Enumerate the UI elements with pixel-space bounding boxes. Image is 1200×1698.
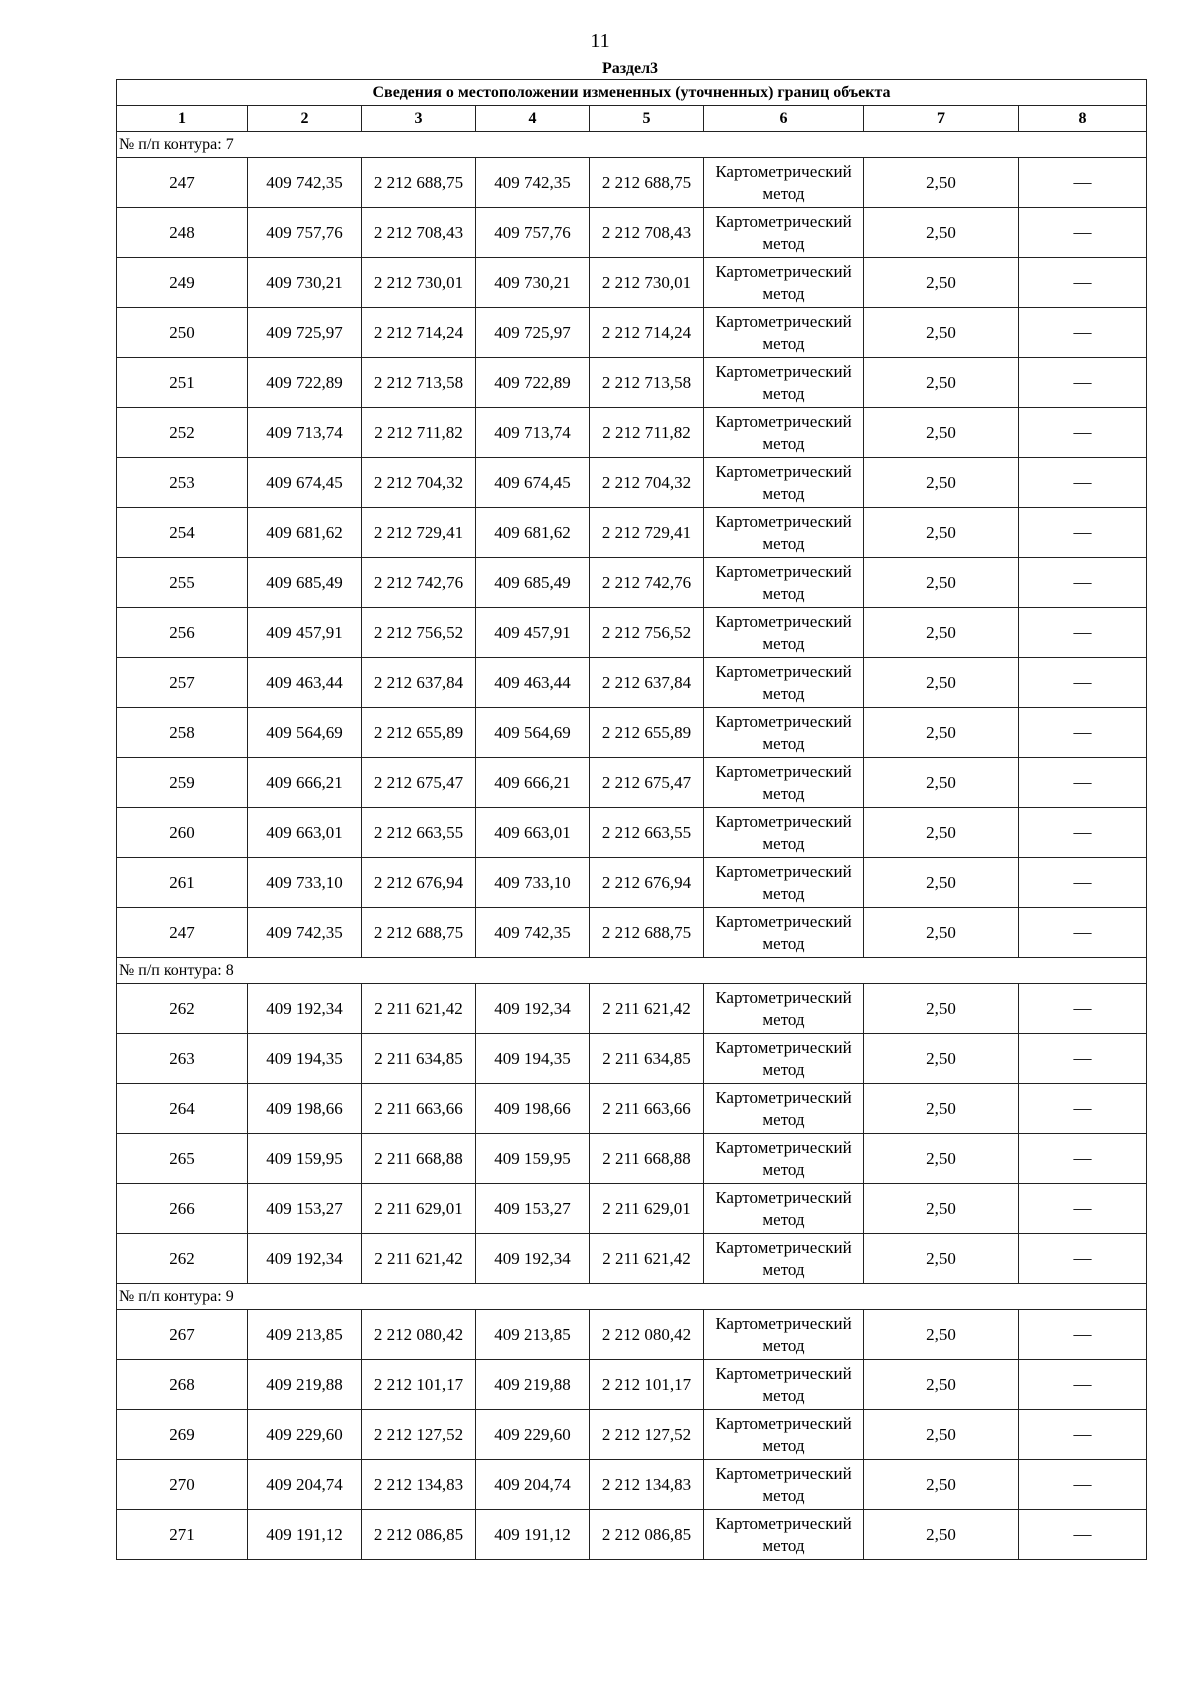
accuracy-cell: 2,50 — [864, 1410, 1019, 1460]
method-cell: Картометрический метод — [704, 808, 864, 858]
method-cell: Картометрический метод — [704, 1460, 864, 1510]
description-cell: — — [1019, 1134, 1147, 1184]
method-cell: Картометрический метод — [704, 158, 864, 208]
x-new-cell: 409 159,95 — [476, 1134, 590, 1184]
y-new-cell: 2 212 134,83 — [590, 1460, 704, 1510]
y-existing-cell: 2 212 637,84 — [362, 658, 476, 708]
y-existing-cell: 2 212 663,55 — [362, 808, 476, 858]
table-row — [117, 408, 1147, 458]
point-number-cell: 269 — [117, 1410, 248, 1460]
x-existing-cell: 409 192,34 — [248, 1234, 362, 1284]
accuracy-cell: 2,50 — [864, 1084, 1019, 1134]
description-cell: — — [1019, 1034, 1147, 1084]
x-new-cell: 409 666,21 — [476, 758, 590, 808]
accuracy-cell: 2,50 — [864, 1034, 1019, 1084]
y-existing-cell: 2 212 711,82 — [362, 408, 476, 458]
y-new-cell: 2 211 629,01 — [590, 1184, 704, 1234]
accuracy-cell: 2,50 — [864, 158, 1019, 208]
x-existing-cell: 409 204,74 — [248, 1460, 362, 1510]
y-existing-cell: 2 212 080,42 — [362, 1310, 476, 1360]
description-cell: — — [1019, 1410, 1147, 1460]
point-number-cell: 267 — [117, 1310, 248, 1360]
y-existing-cell: 2 212 134,83 — [362, 1460, 476, 1510]
y-new-cell: 2 212 756,52 — [590, 608, 704, 658]
x-new-cell: 409 457,91 — [476, 608, 590, 658]
x-existing-cell: 409 733,10 — [248, 858, 362, 908]
point-number-cell: 258 — [117, 708, 248, 758]
table-row — [117, 908, 1147, 958]
table-row — [117, 1460, 1147, 1510]
method-cell: Картометрический метод — [704, 758, 864, 808]
x-new-cell: 409 564,69 — [476, 708, 590, 758]
table-row — [117, 258, 1147, 308]
x-new-cell: 409 194,35 — [476, 1034, 590, 1084]
accuracy-cell: 2,50 — [864, 858, 1019, 908]
description-cell: — — [1019, 1184, 1147, 1234]
method-cell: Картометрический метод — [704, 308, 864, 358]
accuracy-cell: 2,50 — [864, 258, 1019, 308]
column-number: 2 — [248, 106, 362, 132]
y-new-cell: 2 211 663,66 — [590, 1084, 704, 1134]
table-row — [117, 358, 1147, 408]
y-new-cell: 2 211 634,85 — [590, 1034, 704, 1084]
x-new-cell: 409 229,60 — [476, 1410, 590, 1460]
x-existing-cell: 409 685,49 — [248, 558, 362, 608]
method-cell: Картометрический метод — [704, 858, 864, 908]
y-existing-cell: 2 212 708,43 — [362, 208, 476, 258]
method-cell: Картометрический метод — [704, 984, 864, 1034]
accuracy-cell: 2,50 — [864, 308, 1019, 358]
section-title: Раздел3 — [601, 60, 659, 77]
y-existing-cell: 2 211 629,01 — [362, 1184, 476, 1234]
accuracy-cell: 2,50 — [864, 708, 1019, 758]
x-new-cell: 409 213,85 — [476, 1310, 590, 1360]
description-cell: — — [1019, 258, 1147, 308]
method-cell: Картометрический метод — [704, 1034, 864, 1084]
y-new-cell: 2 212 704,32 — [590, 458, 704, 508]
column-number: 5 — [590, 106, 704, 132]
point-number-cell: 248 — [117, 208, 248, 258]
table-row — [117, 208, 1147, 258]
contour-header-row — [117, 132, 1147, 158]
method-cell: Картометрический метод — [704, 558, 864, 608]
method-cell: Картометрический метод — [704, 1360, 864, 1410]
y-new-cell: 2 212 086,85 — [590, 1510, 704, 1560]
table-row — [117, 708, 1147, 758]
x-new-cell: 409 713,74 — [476, 408, 590, 458]
point-number-cell: 263 — [117, 1034, 248, 1084]
description-cell: — — [1019, 658, 1147, 708]
point-number-cell: 271 — [117, 1510, 248, 1560]
point-number-cell: 247 — [117, 908, 248, 958]
y-new-cell: 2 212 688,75 — [590, 158, 704, 208]
y-existing-cell: 2 212 127,52 — [362, 1410, 476, 1460]
y-existing-cell: 2 212 730,01 — [362, 258, 476, 308]
y-existing-cell: 2 211 668,88 — [362, 1134, 476, 1184]
x-existing-cell: 409 192,34 — [248, 984, 362, 1034]
column-number: 7 — [864, 106, 1019, 132]
y-new-cell: 2 212 080,42 — [590, 1310, 704, 1360]
table-row — [117, 508, 1147, 558]
y-existing-cell: 2 212 742,76 — [362, 558, 476, 608]
table-row — [117, 308, 1147, 358]
accuracy-cell: 2,50 — [864, 808, 1019, 858]
point-number-cell: 264 — [117, 1084, 248, 1134]
point-number-cell: 251 — [117, 358, 248, 408]
y-existing-cell: 2 212 101,17 — [362, 1360, 476, 1410]
description-cell: — — [1019, 558, 1147, 608]
x-new-cell: 409 742,35 — [476, 908, 590, 958]
point-number-cell: 270 — [117, 1460, 248, 1510]
method-cell: Картометрический метод — [704, 1134, 864, 1184]
y-new-cell: 2 212 729,41 — [590, 508, 704, 558]
x-existing-cell: 409 722,89 — [248, 358, 362, 408]
table-row — [117, 1234, 1147, 1284]
x-existing-cell: 409 663,01 — [248, 808, 362, 858]
contour-header-row — [117, 958, 1147, 984]
method-cell: Картометрический метод — [704, 258, 864, 308]
y-new-cell: 2 212 714,24 — [590, 308, 704, 358]
description-cell: — — [1019, 1460, 1147, 1510]
point-number-cell: 262 — [117, 984, 248, 1034]
description-cell: — — [1019, 908, 1147, 958]
method-cell: Картометрический метод — [704, 1084, 864, 1134]
y-new-cell: 2 212 688,75 — [590, 908, 704, 958]
y-existing-cell: 2 211 663,66 — [362, 1084, 476, 1134]
accuracy-cell: 2,50 — [864, 984, 1019, 1034]
y-new-cell: 2 212 713,58 — [590, 358, 704, 408]
point-number-cell: 257 — [117, 658, 248, 708]
x-new-cell: 409 153,27 — [476, 1184, 590, 1234]
y-new-cell: 2 212 101,17 — [590, 1360, 704, 1410]
column-number-row — [117, 106, 1147, 132]
method-cell: Картометрический метод — [704, 658, 864, 708]
x-new-cell: 409 463,44 — [476, 658, 590, 708]
table-row — [117, 1084, 1147, 1134]
description-cell: — — [1019, 1310, 1147, 1360]
y-new-cell: 2 211 668,88 — [590, 1134, 704, 1184]
x-existing-cell: 409 666,21 — [248, 758, 362, 808]
accuracy-cell: 2,50 — [864, 1510, 1019, 1560]
x-existing-cell: 409 742,35 — [248, 908, 362, 958]
y-new-cell: 2 212 730,01 — [590, 258, 704, 308]
accuracy-cell: 2,50 — [864, 1184, 1019, 1234]
x-existing-cell: 409 681,62 — [248, 508, 362, 558]
x-existing-cell: 409 198,66 — [248, 1084, 362, 1134]
point-number-cell: 265 — [117, 1134, 248, 1184]
x-existing-cell: 409 153,27 — [248, 1184, 362, 1234]
x-new-cell: 409 757,76 — [476, 208, 590, 258]
accuracy-cell: 2,50 — [864, 208, 1019, 258]
table-row — [117, 158, 1147, 208]
point-number-cell: 250 — [117, 308, 248, 358]
y-new-cell: 2 212 742,76 — [590, 558, 704, 608]
y-existing-cell: 2 212 729,41 — [362, 508, 476, 558]
description-cell: — — [1019, 408, 1147, 458]
point-number-cell: 268 — [117, 1360, 248, 1410]
contour-label: № п/п контура: 8 — [117, 958, 1147, 984]
method-cell: Картометрический метод — [704, 908, 864, 958]
x-new-cell: 409 204,74 — [476, 1460, 590, 1510]
x-existing-cell: 409 725,97 — [248, 308, 362, 358]
table-row — [117, 1134, 1147, 1184]
x-existing-cell: 409 219,88 — [248, 1360, 362, 1410]
boundary-coordinates-table — [116, 79, 1147, 1560]
x-new-cell: 409 725,97 — [476, 308, 590, 358]
description-cell: — — [1019, 1360, 1147, 1410]
x-existing-cell: 409 564,69 — [248, 708, 362, 758]
description-cell: — — [1019, 708, 1147, 758]
point-number-cell: 262 — [117, 1234, 248, 1284]
description-cell: — — [1019, 984, 1147, 1034]
accuracy-cell: 2,50 — [864, 508, 1019, 558]
contour-header-row — [117, 1284, 1147, 1310]
y-existing-cell: 2 212 756,52 — [362, 608, 476, 658]
accuracy-cell: 2,50 — [864, 1234, 1019, 1284]
x-new-cell: 409 730,21 — [476, 258, 590, 308]
y-new-cell: 2 212 711,82 — [590, 408, 704, 458]
column-number: 1 — [117, 106, 248, 132]
point-number-cell: 254 — [117, 508, 248, 558]
y-new-cell: 2 212 637,84 — [590, 658, 704, 708]
x-new-cell: 409 219,88 — [476, 1360, 590, 1410]
y-existing-cell: 2 212 704,32 — [362, 458, 476, 508]
method-cell: Картометрический метод — [704, 458, 864, 508]
column-number: 3 — [362, 106, 476, 132]
x-new-cell: 409 733,10 — [476, 858, 590, 908]
description-cell: — — [1019, 358, 1147, 408]
accuracy-cell: 2,50 — [864, 558, 1019, 608]
method-cell: Картометрический метод — [704, 358, 864, 408]
accuracy-cell: 2,50 — [864, 1460, 1019, 1510]
table-row — [117, 608, 1147, 658]
point-number-cell: 261 — [117, 858, 248, 908]
column-number: 6 — [704, 106, 864, 132]
y-existing-cell: 2 212 655,89 — [362, 708, 476, 758]
x-existing-cell: 409 757,76 — [248, 208, 362, 258]
table-row — [117, 1310, 1147, 1360]
table-row — [117, 808, 1147, 858]
contour-label: № п/п контура: 9 — [117, 1284, 1147, 1310]
x-new-cell: 409 742,35 — [476, 158, 590, 208]
description-cell: — — [1019, 508, 1147, 558]
y-new-cell: 2 212 675,47 — [590, 758, 704, 808]
x-existing-cell: 409 229,60 — [248, 1410, 362, 1460]
y-existing-cell: 2 211 621,42 — [362, 984, 476, 1034]
accuracy-cell: 2,50 — [864, 608, 1019, 658]
accuracy-cell: 2,50 — [864, 758, 1019, 808]
y-existing-cell: 2 212 688,75 — [362, 158, 476, 208]
table-row — [117, 1184, 1147, 1234]
x-new-cell: 409 681,62 — [476, 508, 590, 558]
column-number: 8 — [1019, 106, 1147, 132]
accuracy-cell: 2,50 — [864, 658, 1019, 708]
method-cell: Картометрический метод — [704, 708, 864, 758]
x-new-cell: 409 198,66 — [476, 1084, 590, 1134]
y-existing-cell: 2 212 688,75 — [362, 908, 476, 958]
page-number: 11 — [590, 30, 610, 52]
accuracy-cell: 2,50 — [864, 1360, 1019, 1410]
method-cell: Картометрический метод — [704, 1310, 864, 1360]
x-new-cell: 409 722,89 — [476, 358, 590, 408]
x-new-cell: 409 663,01 — [476, 808, 590, 858]
x-existing-cell: 409 457,91 — [248, 608, 362, 658]
x-new-cell: 409 191,12 — [476, 1510, 590, 1560]
y-existing-cell: 2 212 675,47 — [362, 758, 476, 808]
point-number-cell: 247 — [117, 158, 248, 208]
point-number-cell: 256 — [117, 608, 248, 658]
accuracy-cell: 2,50 — [864, 1134, 1019, 1184]
description-cell: — — [1019, 808, 1147, 858]
method-cell: Картометрический метод — [704, 1510, 864, 1560]
x-new-cell: 409 674,45 — [476, 458, 590, 508]
description-cell: — — [1019, 1234, 1147, 1284]
description-cell: — — [1019, 458, 1147, 508]
table-row — [117, 858, 1147, 908]
x-existing-cell: 409 213,85 — [248, 1310, 362, 1360]
method-cell: Картометрический метод — [704, 1410, 864, 1460]
y-new-cell: 2 211 621,42 — [590, 984, 704, 1034]
table-row — [117, 984, 1147, 1034]
y-existing-cell: 2 211 621,42 — [362, 1234, 476, 1284]
y-new-cell: 2 211 621,42 — [590, 1234, 704, 1284]
method-cell: Картометрический метод — [704, 1184, 864, 1234]
accuracy-cell: 2,50 — [864, 358, 1019, 408]
description-cell: — — [1019, 308, 1147, 358]
x-new-cell: 409 685,49 — [476, 558, 590, 608]
y-existing-cell: 2 212 086,85 — [362, 1510, 476, 1560]
table-row — [117, 1034, 1147, 1084]
accuracy-cell: 2,50 — [864, 408, 1019, 458]
description-cell: — — [1019, 158, 1147, 208]
y-new-cell: 2 212 663,55 — [590, 808, 704, 858]
table-row — [117, 1360, 1147, 1410]
method-cell: Картометрический метод — [704, 608, 864, 658]
description-cell: — — [1019, 1510, 1147, 1560]
x-existing-cell: 409 674,45 — [248, 458, 362, 508]
x-existing-cell: 409 742,35 — [248, 158, 362, 208]
description-cell: — — [1019, 608, 1147, 658]
point-number-cell: 259 — [117, 758, 248, 808]
point-number-cell: 252 — [117, 408, 248, 458]
column-number: 4 — [476, 106, 590, 132]
y-new-cell: 2 212 676,94 — [590, 858, 704, 908]
x-existing-cell: 409 463,44 — [248, 658, 362, 708]
accuracy-cell: 2,50 — [864, 908, 1019, 958]
table-row — [117, 458, 1147, 508]
table-row — [117, 758, 1147, 808]
y-existing-cell: 2 212 676,94 — [362, 858, 476, 908]
method-cell: Картометрический метод — [704, 408, 864, 458]
x-new-cell: 409 192,34 — [476, 984, 590, 1034]
y-new-cell: 2 212 655,89 — [590, 708, 704, 758]
y-new-cell: 2 212 708,43 — [590, 208, 704, 258]
method-cell: Картометрический метод — [704, 1234, 864, 1284]
x-existing-cell: 409 191,12 — [248, 1510, 362, 1560]
y-existing-cell: 2 212 713,58 — [362, 358, 476, 408]
y-new-cell: 2 212 127,52 — [590, 1410, 704, 1460]
method-cell: Картометрический метод — [704, 508, 864, 558]
table-row — [117, 1510, 1147, 1560]
description-cell: — — [1019, 208, 1147, 258]
point-number-cell: 249 — [117, 258, 248, 308]
point-number-cell: 260 — [117, 808, 248, 858]
x-existing-cell: 409 713,74 — [248, 408, 362, 458]
x-new-cell: 409 192,34 — [476, 1234, 590, 1284]
method-cell: Картометрический метод — [704, 208, 864, 258]
y-existing-cell: 2 211 634,85 — [362, 1034, 476, 1084]
table-body — [117, 132, 1147, 1560]
point-number-cell: 253 — [117, 458, 248, 508]
point-number-cell: 255 — [117, 558, 248, 608]
y-existing-cell: 2 212 714,24 — [362, 308, 476, 358]
description-cell: — — [1019, 1084, 1147, 1134]
table-row — [117, 1410, 1147, 1460]
x-existing-cell: 409 159,95 — [248, 1134, 362, 1184]
point-number-cell: 266 — [117, 1184, 248, 1234]
table-caption: Сведения о местоположении измененных (уточненных) границ объекта — [117, 80, 1147, 106]
description-cell: — — [1019, 758, 1147, 808]
x-existing-cell: 409 194,35 — [248, 1034, 362, 1084]
x-existing-cell: 409 730,21 — [248, 258, 362, 308]
table-row — [117, 658, 1147, 708]
accuracy-cell: 2,50 — [864, 458, 1019, 508]
accuracy-cell: 2,50 — [864, 1310, 1019, 1360]
table-row — [117, 558, 1147, 608]
description-cell: — — [1019, 858, 1147, 908]
contour-label: № п/п контура: 7 — [117, 132, 1147, 158]
